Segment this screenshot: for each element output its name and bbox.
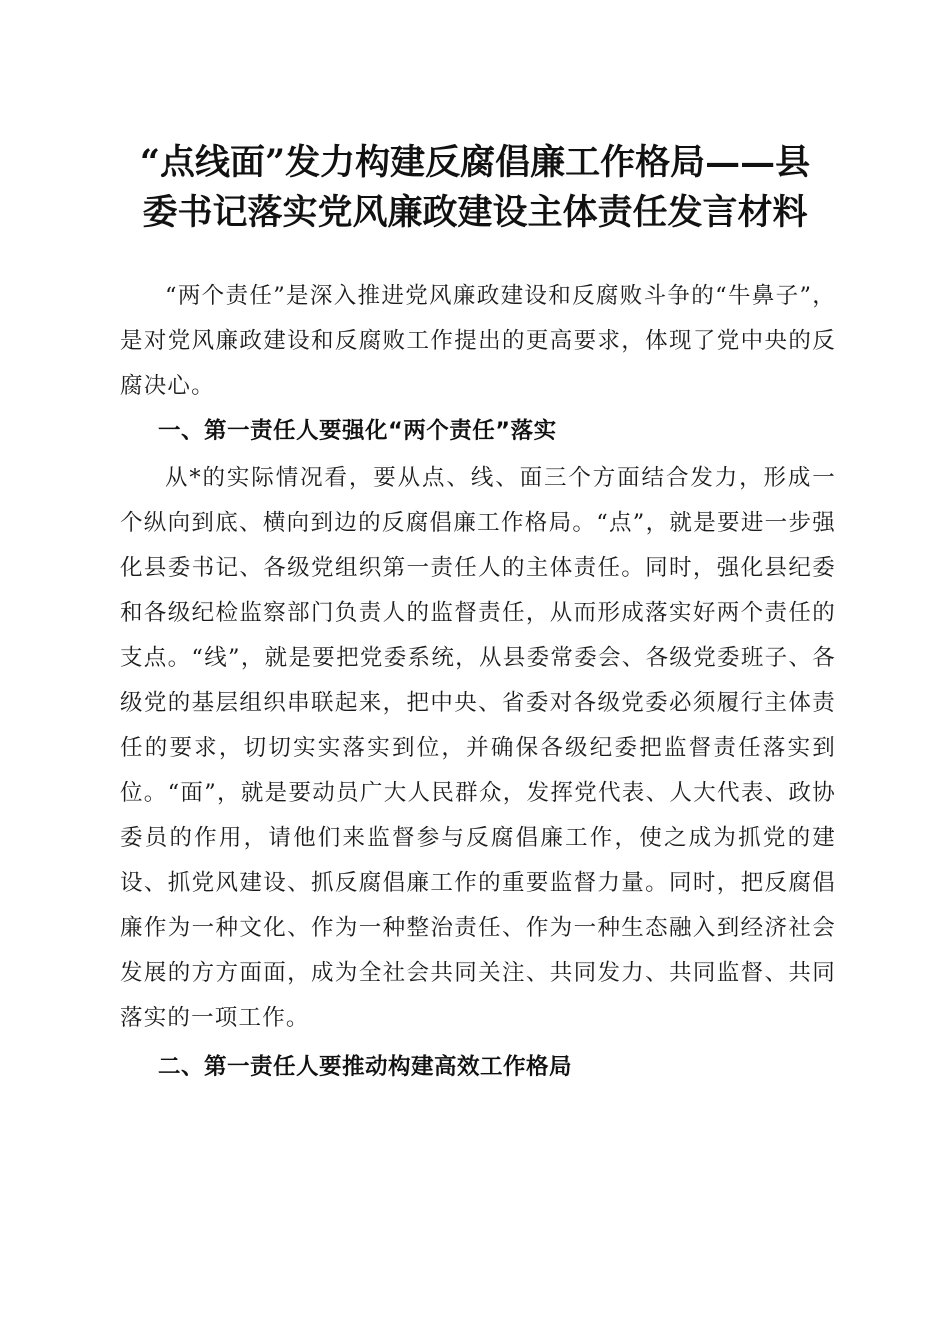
title-line-2: 委书记落实党风廉政建设主体责任发言材料 (142, 192, 808, 233)
section-heading-1: 一、第一责任人要强化“两个责任”落实 (158, 418, 557, 444)
document-body (120, 274, 836, 1090)
section-1-paragraph: 从*的实际情况看，要从点、线、面三个方面结合发力，形成一个纵向到底、横向到边的反腐倡廉工作格局。“点”，就是要进一步强化县委书记、各级党组织第一责任人的主体责任。同时，强化县纪委和各级纪检监察部门负责人的监督责任，从而形成落实好两个责任的支点。“线”，就是要把党委系统，从县委常委会、各级党委班子、各级党的基层组织串联起来，把中央、省委对各级党委必须履行主体责任的要求，切切实实落实到位，并确保各级纪委把监督责任落实到位。“面”，就是要动员广大人民群众，发挥党代表、人大代表、政协委员的作用，请他们来监督参与反腐倡廉工作，使之成为抓党的建设、抓党风建设、抓反腐倡廉工作的重要监督力量。同时，把反腐倡廉作为一种文化、作为一种整治责任、作为一种生态融入到经济社会发展的方方面面，成为全社会共同关注、共同发力、共同监督、共同落实的一项工作。 (120, 465, 836, 1031)
title-line-1: “点线面”发力构建反腐倡廉工作格局——县 (139, 142, 811, 183)
document-title (110, 138, 840, 238)
intro-paragraph: “两个责任”是深入推进党风廉政建设和反腐败斗争的“牛鼻子”，是对党风廉政建设和反腐败工作提出的更高要求，体现了党中央的反腐决心。 (120, 283, 836, 399)
section-heading-2: 二、第一责任人要推动构建高效工作格局 (158, 1054, 573, 1080)
